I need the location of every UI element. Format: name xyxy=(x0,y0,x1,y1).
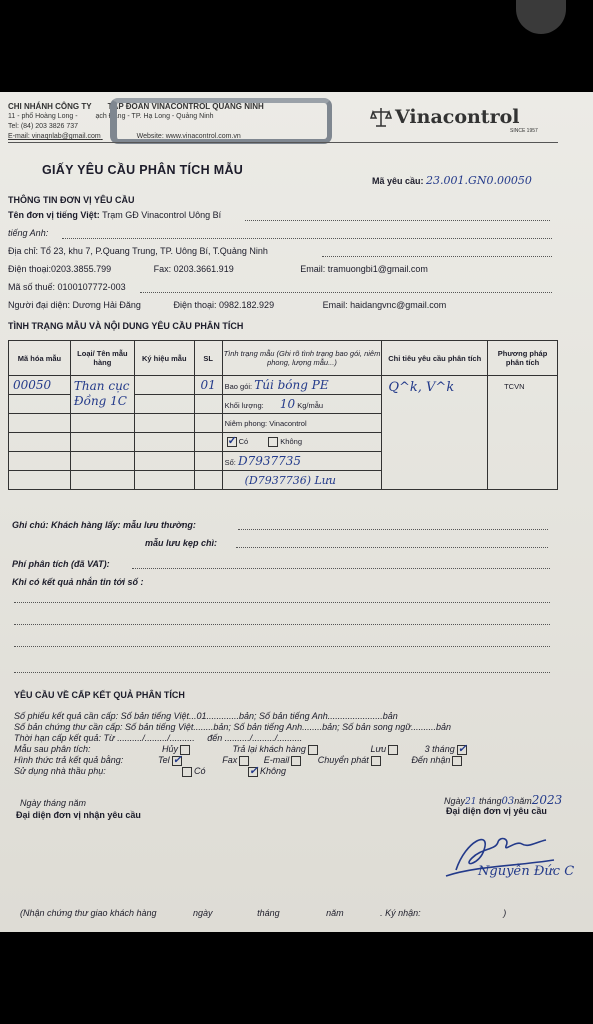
report-en-label: bản; Số bản tiếng Anh xyxy=(239,711,328,721)
footer-text-a: (Nhận chứng thư giao khách hàng xyxy=(20,908,157,918)
period-from-label: Thời hạn cấp kết quả: Từ xyxy=(14,733,115,743)
fee-dots xyxy=(132,568,550,569)
seal-yes-label: Có xyxy=(238,436,249,446)
rep-email-label: Email: xyxy=(322,300,348,310)
col-header-qty: SL xyxy=(194,341,222,376)
result-row-3: Thời hạn cấp kết quả: Từ ........../........./.......... đến ........../........./.......... xyxy=(14,733,303,743)
pack-label: Bao gói: xyxy=(224,382,253,391)
fax-value: 0203.3661.919 xyxy=(173,264,234,274)
seal-no-label: Không xyxy=(280,436,302,446)
condition-seal xyxy=(222,414,382,433)
signer-name: Nguyễn Đức C xyxy=(478,864,575,879)
org-vn-value: Trạm GĐ Vinacontrol Uông Bí xyxy=(102,210,222,220)
rep-email-value: haidangvnc@gmail.com xyxy=(350,300,447,310)
date-month-value: 03 xyxy=(501,796,515,807)
paper-clip xyxy=(107,98,332,144)
indicators-value: Q^k, V^k xyxy=(382,376,488,490)
sample-section-heading: TÌNH TRẠNG MẪU VÀ NỘI DUNG YÊU CẦU PHÂN TÍCH xyxy=(8,321,244,331)
subcontractor-no-label: Không xyxy=(260,766,287,776)
subcontractor-options xyxy=(180,766,286,777)
email-option-label: E-mail xyxy=(263,755,290,765)
weight-label: Khối lượng: xyxy=(224,401,264,410)
sms-dots-2 xyxy=(14,624,550,625)
method-value: TCVN xyxy=(488,376,558,490)
delivery-method-label: Hình thức trả kết quả bằng: xyxy=(14,755,124,765)
cert-bilingual-label: bản; Số bản song ngữ xyxy=(322,722,411,732)
address-part-a: 11 - phố Hoàng Long - xyxy=(8,113,78,120)
phone-value: 0203.3855.799 xyxy=(51,264,112,274)
seal-value: Vinacontrol xyxy=(269,418,307,428)
email-label: Email: xyxy=(300,264,326,274)
fax-option-label: Fax xyxy=(222,755,238,765)
footer-year: năm xyxy=(326,908,344,918)
fee-label: Phí phân tích (đã VAT): xyxy=(12,559,110,569)
empty-cell xyxy=(70,414,134,433)
phone-label: Điện thoại: xyxy=(8,264,52,274)
result-section-heading: YÊU CẦU VỀ CẤP KẾT QUẢ PHÂN TÍCH xyxy=(14,690,185,700)
col-header-symbol: Ký hiệu mẫu xyxy=(134,341,194,376)
empty-cell xyxy=(70,471,134,490)
request-number xyxy=(372,174,532,187)
empty-cell xyxy=(70,452,134,471)
period-to-label: đến xyxy=(207,733,223,743)
keep-label: Lưu xyxy=(370,744,387,754)
phone-row xyxy=(8,264,428,274)
fax-checkbox[interactable] xyxy=(239,756,249,766)
report-vn-count: 01 xyxy=(196,711,207,721)
empty-cell xyxy=(134,395,194,414)
company-line-1b: TẬP ĐOÀN VINACONTROL QUẢNG NINH xyxy=(107,102,264,111)
empty-cell xyxy=(194,433,222,452)
three-months-label: 3 tháng xyxy=(424,744,455,754)
empty-cell xyxy=(194,471,222,490)
rep-phone-value: 0982.182.929 xyxy=(219,300,275,310)
address-part-b: ạch Đằng - TP. Hạ Long - Quảng Ninh xyxy=(95,113,214,120)
org-en-label: tiếng Anh: xyxy=(8,228,49,238)
request-number-label: Mã yêu cầu: xyxy=(372,176,424,186)
date-day-label: Ngày xyxy=(444,796,466,806)
org-vn-row xyxy=(8,210,221,220)
weight-unit: Kg/mẫu xyxy=(297,401,324,410)
header-divider xyxy=(8,142,558,143)
tax-label: Mã số thuế: xyxy=(8,282,56,292)
empty-cell xyxy=(194,452,222,471)
requester-date xyxy=(444,793,562,807)
result-row-2: Số bản chứng thư cần cấp: Số bản tiếng Việt........bản; Số bản tiếng Anh........bản; Số bản song ngữ..........bản xyxy=(14,722,451,732)
camera-notch xyxy=(516,0,566,34)
pickup-checkbox[interactable] xyxy=(452,756,462,766)
address-value: Tổ 23, khu 7, P.Quang Trung, TP. Uông Bí, T.Quảng Ninh xyxy=(40,246,268,256)
fax-label: Fax: xyxy=(153,264,172,274)
empty-cell xyxy=(134,452,194,471)
after-analysis-label: Mẫu sau phân tích: xyxy=(14,744,91,754)
empty-cell xyxy=(134,471,194,490)
date-month-label: tháng xyxy=(478,796,502,806)
date-day-value: 21 xyxy=(465,797,477,807)
pack-value: Túi bóng PE xyxy=(254,378,329,392)
empty-cell xyxy=(9,433,71,452)
empty-cell xyxy=(9,395,71,414)
keep-checkbox[interactable] xyxy=(388,745,398,755)
subcontractor-label: Sử dụng nhà thầu phụ: xyxy=(14,766,106,776)
col-header-code: Mã hóa mẫu xyxy=(9,341,71,376)
company-website: Website: www.vinacontrol.com.vn xyxy=(136,133,241,140)
brand-logo: Vinacontrol xyxy=(395,106,520,128)
empty-cell xyxy=(70,433,134,452)
requester-title: Đại diện đơn vị yêu cầu xyxy=(446,806,547,816)
empty-cell xyxy=(194,395,222,414)
address-dots xyxy=(322,256,552,257)
sms-label: Khi có kết quả nhắn tin tới số : xyxy=(12,577,144,587)
col-header-indicators: Chỉ tiêu yêu cầu phân tích xyxy=(382,341,488,376)
company-phone: Tel: (84) 203 3826 737 xyxy=(8,123,79,130)
condition-seal-choice xyxy=(222,433,382,452)
address-label: Địa chỉ: xyxy=(8,246,39,256)
tax-value: 0100107772-003 xyxy=(57,282,126,292)
footer-day: ngày xyxy=(193,908,213,918)
result-row-1: Số phiếu kết quả cần cấp: Số bản tiếng Việt...01.............bản; Số bản tiếng Anh......................bản xyxy=(14,711,398,721)
order-section-heading: THÔNG TIN ĐƠN VỊ YÊU CẦU xyxy=(8,195,135,205)
return-label: Trả lại khách hàng xyxy=(232,744,306,754)
subcontractor-yes-label: Có xyxy=(194,766,206,776)
seal-no-checkbox[interactable] xyxy=(268,437,278,447)
document-page xyxy=(0,92,593,932)
tel-checkbox[interactable] xyxy=(172,756,182,766)
note-sealed-label: mẫu lưu kẹp chì: xyxy=(145,538,217,548)
note-dots-1 xyxy=(238,529,548,530)
request-number-value: 23.001.GN0.00050 xyxy=(426,174,532,187)
empty-cell xyxy=(134,414,194,433)
footer-month: tháng xyxy=(257,908,280,918)
tel-label: Tel xyxy=(158,755,170,765)
seal-number-value: D7937735 xyxy=(237,454,302,468)
tax-dots xyxy=(140,292,552,293)
empty-cell xyxy=(194,414,222,433)
rep-label: Người đại diện: xyxy=(8,300,70,310)
org-vn-dots xyxy=(245,220,550,221)
report-vn-label: Số phiếu kết quả cần cấp: Số bản tiếng Việt xyxy=(14,711,189,721)
scale-logo-icon xyxy=(370,106,392,128)
empty-cell xyxy=(9,414,71,433)
sample-table xyxy=(8,340,558,490)
rep-value: Dương Hải Đăng xyxy=(72,300,141,310)
company-line-1: CHI NHÁNH CÔNG TY xyxy=(8,102,92,111)
page-title: GIẤY YÊU CẦU PHÂN TÍCH MẪU xyxy=(42,163,244,177)
cert-vn-label: Số bản chứng thư cần cấp: Số bản tiếng Việt xyxy=(14,722,194,732)
sample-qty: 01 xyxy=(194,376,222,395)
date-year-value: 2023 xyxy=(531,793,563,807)
footer-row xyxy=(20,908,506,918)
empty-cell xyxy=(9,452,71,471)
org-en-dots xyxy=(62,238,552,239)
receiver-date: Ngày tháng năm xyxy=(20,798,87,808)
sample-code: 00050 xyxy=(9,376,71,395)
email-value: tramuongbi1@gmail.com xyxy=(327,264,428,274)
rep-row xyxy=(8,300,446,310)
subcontractor-no-checkbox[interactable] xyxy=(248,767,258,777)
rep-phone-label: Điện thoại: xyxy=(173,300,217,310)
table-header-row xyxy=(9,341,558,376)
condition-pack xyxy=(222,376,382,395)
note-label: Ghi chú: Khách hàng lấy: mẫu lưu thường: xyxy=(12,520,196,530)
address-row xyxy=(8,246,268,256)
tax-row xyxy=(8,282,126,292)
post-label: Chuyển phát xyxy=(317,755,369,765)
three-months-checkbox[interactable] xyxy=(457,745,467,755)
condition-seal-number xyxy=(222,452,382,471)
brand-since: SINCE 1957 xyxy=(510,128,538,134)
condition-weight xyxy=(222,395,382,414)
col-header-method: Phương pháp phân tích xyxy=(488,341,558,376)
sms-dots-1 xyxy=(14,602,550,603)
signature xyxy=(436,820,566,890)
empty-cell xyxy=(9,471,71,490)
receiver-title: Đại diện đơn vị nhận yêu cầu xyxy=(16,810,141,820)
cert-unit: bản xyxy=(435,722,451,732)
pickup-label: Đến nhận xyxy=(411,755,451,765)
return-checkbox[interactable] xyxy=(308,745,318,755)
sample-name: Than cục Đồng 1C xyxy=(70,376,134,414)
post-checkbox[interactable] xyxy=(371,756,381,766)
org-vn-label: Tên đơn vị tiếng Việt: xyxy=(8,210,100,220)
col-header-name: Loại/ Tên mẫu hàng xyxy=(70,341,134,376)
report-unit: bản xyxy=(382,711,398,721)
footer-sign: . Ký nhận: xyxy=(380,908,421,918)
date-year-label: năm xyxy=(514,796,532,806)
after-analysis-options xyxy=(162,744,469,755)
subcontractor-yes-checkbox[interactable] xyxy=(182,767,192,777)
sms-dots-4 xyxy=(14,672,550,673)
footer-close: ) xyxy=(503,908,507,918)
empty-cell xyxy=(134,433,194,452)
col-header-condition: Tình trạng mẫu (Ghi rõ tình trạng bao gói, niêm phong, lượng mẫu...) xyxy=(222,341,382,376)
sms-dots-3 xyxy=(14,646,550,647)
cancel-label: Hủy xyxy=(162,744,179,754)
sample-symbol xyxy=(134,376,194,395)
weight-value: 10 xyxy=(279,397,296,411)
seal-label: Niêm phong: xyxy=(224,418,268,428)
company-email: E-mail: vinaqnlab@gmail.com xyxy=(8,133,101,140)
table-row xyxy=(9,376,558,395)
cert-en-label: bản; Số bản tiếng Anh xyxy=(213,722,303,732)
seal-number-extra: (D7937736) Lưu xyxy=(222,471,382,490)
delivery-method-options xyxy=(158,755,464,766)
seal-number-label: Số: xyxy=(224,458,236,467)
seal-yes-checkbox[interactable] xyxy=(227,437,237,447)
email-checkbox[interactable] xyxy=(291,756,301,766)
note-dots-2 xyxy=(236,547,548,548)
